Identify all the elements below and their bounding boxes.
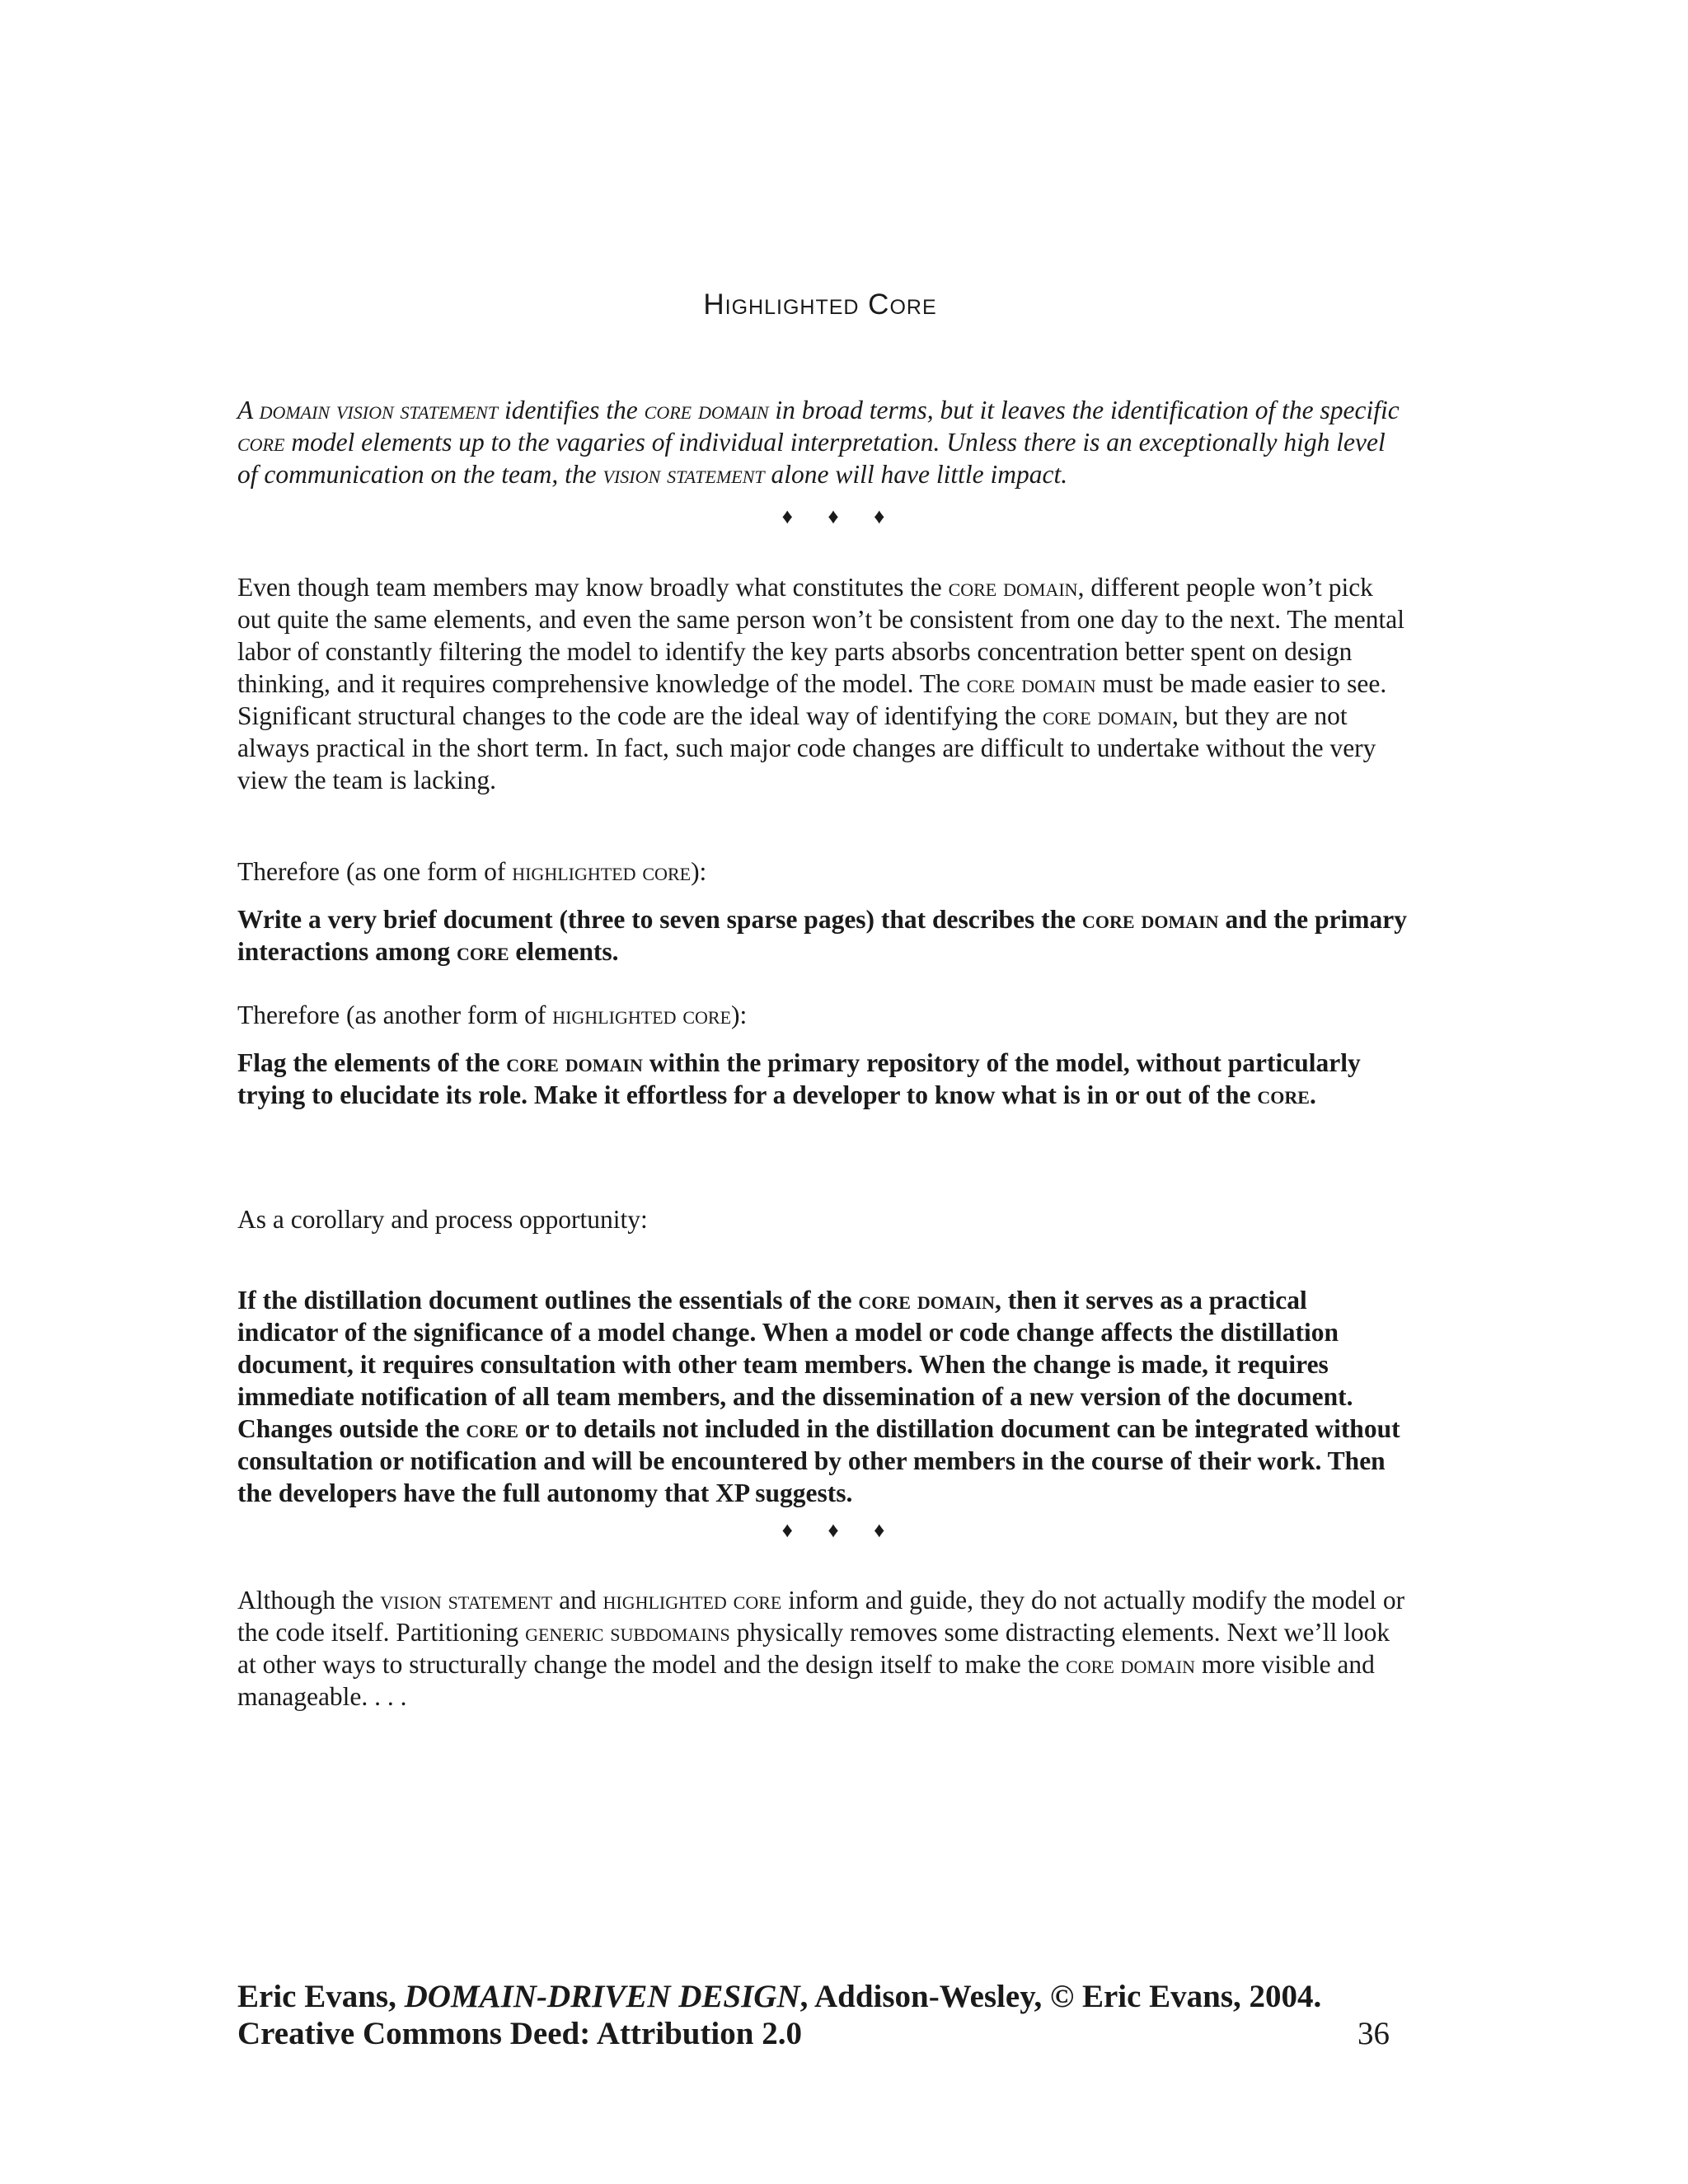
corollary-paragraph	[237, 1203, 1408, 1235]
text-run: Therefore (as one form of	[237, 857, 513, 886]
text-run: identifies the	[498, 396, 645, 424]
separator-top: ♦ ♦ ♦	[781, 504, 900, 528]
term-small-caps: core domain	[644, 396, 769, 424]
footer-license: Creative Commons Deed: Attribution 2.0	[237, 2016, 802, 2051]
term-small-caps: core domain	[1043, 701, 1173, 730]
text-run: As a corollary and process opportunity:	[237, 1205, 648, 1234]
term-small-caps: domain vision statement	[259, 396, 499, 424]
term-small-caps: core domain	[1066, 1650, 1196, 1679]
text-run: Flag the elements of the	[237, 1048, 507, 1077]
text-run: within the primary repository of the model, without particularly trying to elucidate its role. Make it effortless for a developer to know what is in or out of the	[237, 1048, 1361, 1109]
term-small-caps: vision statement	[603, 460, 765, 489]
term-small-caps: generic subdomains	[525, 1618, 730, 1647]
footer-author: Eric Evans,	[237, 1979, 405, 2014]
text-run: .	[1309, 1080, 1316, 1109]
text-run: Therefore (as another form of	[237, 1001, 553, 1029]
closing-paragraph	[237, 1584, 1408, 1713]
text-run: or to details not included in the distillation document can be integrated without consultation or notification and will be encountered by other members in the course of their work. Then the developers have the full autonomy that XP suggests.	[237, 1414, 1400, 1507]
footer-publisher: , Addison-Wesley, © Eric Evans, 2004.	[799, 1979, 1322, 2014]
therefore-paragraph-1	[237, 855, 1408, 888]
text-run: and the primary interactions among	[237, 905, 1407, 966]
text-run: elements.	[509, 937, 619, 966]
text-run: , then it serves as a practical indicator of the significance of a model change. When a model or code change affects the distillation document, it requires consultation with other team members. When the change is made, it requires immediate notification of all team members, and the dissemination of a new version of the document. Changes outside the	[237, 1286, 1353, 1443]
term-small-caps: core domain	[1082, 905, 1219, 934]
text-run: ):	[691, 857, 707, 886]
text-run: model elements up to the vagaries of individual interpretation. Unless there is an exceptionally high level of communication on the team, the	[237, 428, 1386, 489]
text-run: more visible and manageable. . . .	[237, 1650, 1375, 1711]
term-small-caps: core domain	[506, 1048, 643, 1077]
separator-bottom: ♦ ♦ ♦	[781, 1518, 900, 1542]
text-run: Even though team members may know broadly what constitutes the	[237, 573, 949, 602]
term-small-caps: core	[456, 937, 509, 966]
problem-paragraph	[237, 571, 1408, 796]
footer-book-title: DOMAIN-DRIVEN DESIGN	[404, 1979, 800, 2014]
term-small-caps: core	[237, 428, 285, 457]
text-run: If the distillation document outlines the essentials of the	[237, 1286, 859, 1315]
term-small-caps: core domain	[948, 573, 1078, 602]
text-run: and	[552, 1586, 603, 1615]
text-run: , different people won’t pick out quite the same elements, and even the same person won’t be consistent from one day to the next. The mental labor of constantly filtering the model to identify the key parts absorbs concentration better spent on design thinking, and it requires comprehensive knowledge of the model. The	[237, 573, 1404, 698]
text-run: Although the	[237, 1586, 381, 1615]
text-run: inform and guide, they do not actually modify the model or the code itself. Partitioning	[237, 1586, 1405, 1647]
term-small-caps: highlighted core	[603, 1586, 782, 1615]
term-small-caps: core domain	[858, 1286, 995, 1315]
text-run: , but they are not always practical in the short term. In fact, such major code changes are difficult to undertake without the very view the team is lacking.	[237, 701, 1376, 794]
text-run: A	[237, 396, 260, 424]
text-run: ):	[731, 1001, 748, 1029]
therefore-paragraph-2	[237, 999, 1408, 1031]
footer-citation	[237, 1978, 1391, 2015]
term-small-caps: highlighted core	[552, 1001, 732, 1029]
text-run: physically removes some distracting elements. Next we’ll look at other ways to structurally change the model and the design itself to make the	[237, 1618, 1390, 1679]
text-run: alone will have little impact.	[764, 460, 1068, 489]
term-small-caps: core domain	[966, 669, 1096, 698]
text-run: Significant structural changes to the code are the ideal way of identifying the	[237, 701, 1043, 730]
text-run: Write a very brief document (three to seven sparse pages) that describes the	[237, 905, 1083, 934]
intro-paragraph	[237, 394, 1408, 490]
term-small-caps: core	[466, 1414, 518, 1443]
solution-paragraph-1	[237, 903, 1408, 968]
page-number: 36	[1357, 2016, 1390, 2051]
term-small-caps: core	[1257, 1080, 1310, 1109]
term-small-caps: highlighted core	[512, 857, 692, 886]
solution-paragraph-3	[237, 1284, 1408, 1509]
term-small-caps: vision statement	[380, 1586, 553, 1615]
section-title: Highlighted Core	[703, 288, 937, 321]
solution-paragraph-2	[237, 1047, 1408, 1111]
text-run: must be made easier to see.	[1095, 669, 1387, 698]
text-run: in broad terms, but it leaves the identification of the specific	[768, 396, 1400, 424]
